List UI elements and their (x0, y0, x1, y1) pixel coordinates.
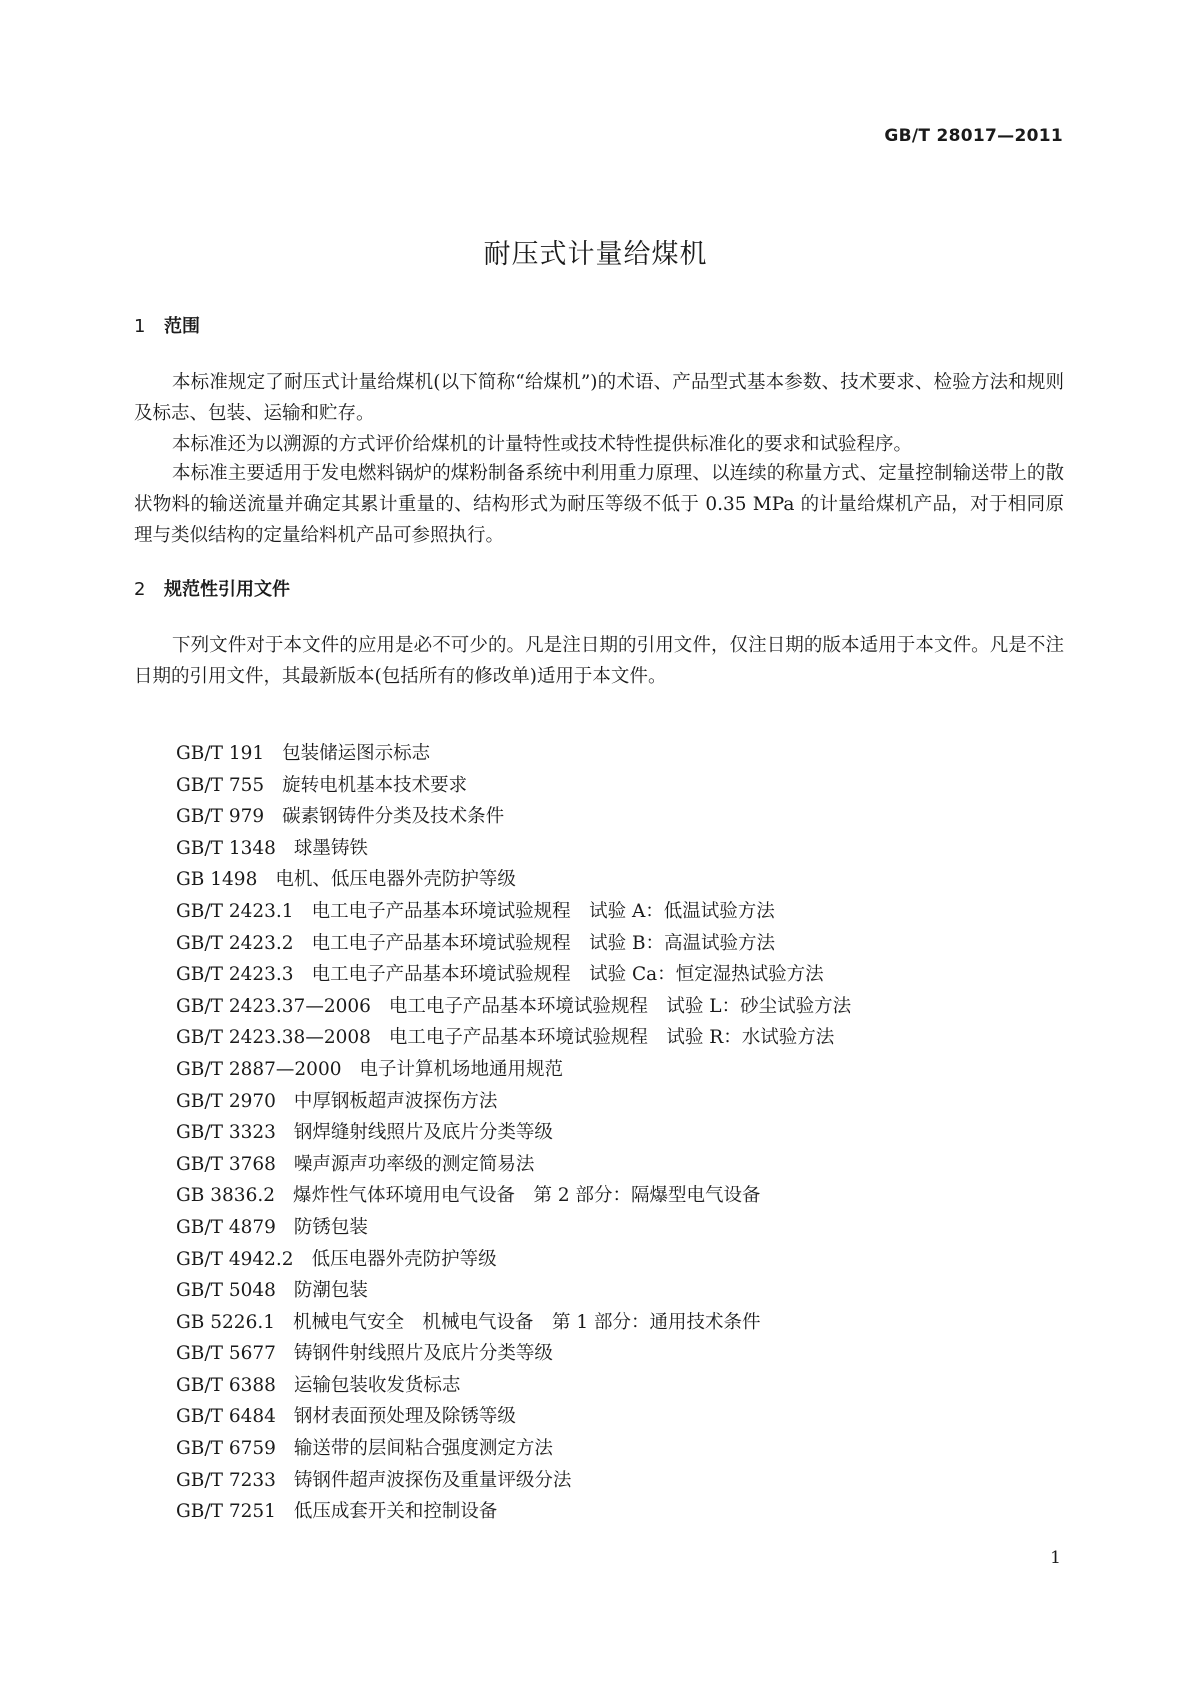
reference-item (176, 738, 851, 770)
reference-item (176, 1401, 851, 1433)
reference-title: 防潮包装 (293, 1280, 368, 1302)
reference-item (176, 928, 851, 960)
document-title: 耐压式计量给煤机 (483, 239, 708, 270)
reference-title: 钢材表面预处理及除锈等级 (293, 1406, 516, 1428)
reference-title: 电工电子产品基本环境试验规程 试验 A：低温试验方法 (311, 900, 775, 922)
reference-item (176, 1086, 851, 1118)
reference-code: GB/T 2423.2 (176, 932, 294, 954)
reference-item (176, 1149, 851, 1181)
reference-item (176, 1244, 851, 1276)
reference-item (176, 1307, 851, 1339)
reference-item (176, 1370, 851, 1402)
reference-code: GB/T 3323 (176, 1122, 276, 1144)
section-number: 1 (134, 316, 146, 337)
reference-item (176, 1117, 851, 1149)
reference-code: GB/T 7251 (176, 1501, 276, 1523)
reference-code: GB/T 2887—2000 (176, 1058, 342, 1080)
reference-code: GB/T 7233 (176, 1469, 276, 1491)
reference-title: 旋转电机基本技术要求 (282, 774, 468, 796)
reference-code: GB/T 4879 (176, 1216, 276, 1238)
reference-code: GB/T 6388 (176, 1374, 276, 1396)
reference-code: GB 5226.1 (176, 1311, 275, 1333)
reference-code: GB/T 2970 (176, 1090, 276, 1112)
reference-title: 铸钢件超声波探伤及重量评级分法 (293, 1469, 572, 1491)
reference-item (176, 1212, 851, 1244)
reference-item (176, 801, 851, 833)
reference-code: GB/T 979 (176, 806, 265, 828)
reference-item (176, 896, 851, 928)
page-number: 1 (1050, 1548, 1061, 1568)
reference-title: 电子计算机场地通用规范 (359, 1058, 564, 1080)
section-title: 规范性引用文件 (164, 579, 290, 600)
reference-title: 低压电器外壳防护等级 (311, 1248, 497, 1270)
reference-code: GB/T 3768 (176, 1153, 276, 1175)
section-heading-scope (134, 312, 200, 338)
reference-item (176, 1433, 851, 1465)
reference-code: GB/T 2423.3 (176, 964, 294, 986)
reference-code: GB 1498 (176, 869, 258, 891)
reference-code: GB/T 2423.38—2008 (176, 1027, 371, 1049)
reference-title: 中厚钢板超声波探伤方法 (293, 1090, 498, 1112)
reference-item (176, 833, 851, 865)
reference-title: 机械电气安全 机械电气设备 第 1 部分：通用技术条件 (293, 1311, 761, 1333)
reference-code: GB/T 6759 (176, 1438, 276, 1460)
reference-code: GB/T 1348 (176, 837, 276, 859)
reference-item (176, 1180, 851, 1212)
references-intro-paragraph: 下列文件对于本文件的应用是必不可少的。凡是注日期的引用文件，仅注日期的版本适用于本文件。凡是不注日期的引用文件，其最新版本(包括所有的修改单)适用于本文件。 (134, 635, 1064, 687)
reference-title: 球墨铸铁 (293, 837, 368, 859)
reference-item (176, 864, 851, 896)
reference-item (176, 991, 851, 1023)
reference-code: GB/T 2423.37—2006 (176, 995, 371, 1017)
reference-title: 爆炸性气体环境用电气设备 第 2 部分：隔爆型电气设备 (293, 1185, 761, 1207)
reference-code: GB/T 191 (176, 743, 265, 764)
reference-title: 包装储运图示标志 (282, 743, 431, 764)
reference-title: 运输包装收发货标志 (293, 1374, 461, 1396)
reference-title: 电工电子产品基本环境试验规程 试验 Ca：恒定湿热试验方法 (311, 964, 824, 986)
reference-title: 电工电子产品基本环境试验规程 试验 L：砂尘试验方法 (388, 995, 852, 1017)
reference-title: 噪声源声功率级的测定简易法 (293, 1153, 535, 1175)
reference-title: 低压成套开关和控制设备 (293, 1501, 498, 1523)
standard-code: GB/T 28017—2011 (884, 126, 1063, 146)
reference-code: GB/T 755 (176, 774, 265, 796)
reference-title: 电工电子产品基本环境试验规程 试验 B：高温试验方法 (311, 932, 776, 954)
reference-item (176, 1275, 851, 1307)
reference-title: 输送带的层间粘合强度测定方法 (293, 1438, 553, 1460)
reference-code: GB/T 5677 (176, 1343, 276, 1365)
reference-title: 防锈包装 (293, 1216, 368, 1238)
section-title: 范围 (164, 316, 200, 337)
reference-item (176, 959, 851, 991)
reference-code: GB/T 6484 (176, 1406, 276, 1428)
scope-paragraph-2: 本标准还为以溯源的方式评价给煤机的计量特性或技术特性提供标准化的要求和试验程序。 (172, 434, 913, 455)
reference-title: 电机、低压电器外壳防护等级 (275, 869, 516, 891)
reference-code: GB/T 5048 (176, 1280, 276, 1302)
reference-title: 碳素钢铸件分类及技术条件 (282, 806, 505, 828)
reference-code: GB 3836.2 (176, 1185, 275, 1207)
reference-title: 电工电子产品基本环境试验规程 试验 R：水试验方法 (388, 1027, 835, 1049)
reference-item (176, 770, 851, 802)
reference-item (176, 1465, 851, 1497)
reference-item (176, 1338, 851, 1370)
reference-item (176, 1054, 851, 1086)
reference-title: 钢焊缝射线照片及底片分类等级 (293, 1122, 553, 1144)
reference-list (176, 738, 851, 1528)
reference-item (176, 1022, 851, 1054)
reference-item (176, 1496, 851, 1528)
reference-code: GB/T 4942.2 (176, 1248, 294, 1270)
scope-paragraph-1: 本标准规定了耐压式计量给煤机(以下简称“给煤机”)的术语、产品型式基本参数、技术要求、检验方法和规则及标志、包装、运输和贮存。 (134, 372, 1064, 424)
scope-paragraph-3: 本标准主要适用于发电燃料锅炉的煤粉制备系统中利用重力原理、以连续的称量方式、定量控制输送带上的散状物料的输送流量并确定其累计重量的、结构形式为耐压等级不低于 0.35 MPa 的计量给煤机产品，对于相同原理与类似结构的定量给料机产品可参照执行。 (134, 463, 1064, 546)
section-heading-normative-references (134, 575, 290, 601)
reference-code: GB/T 2423.1 (176, 900, 294, 922)
section-number: 2 (134, 579, 146, 600)
reference-title: 铸钢件射线照片及底片分类等级 (293, 1343, 553, 1365)
